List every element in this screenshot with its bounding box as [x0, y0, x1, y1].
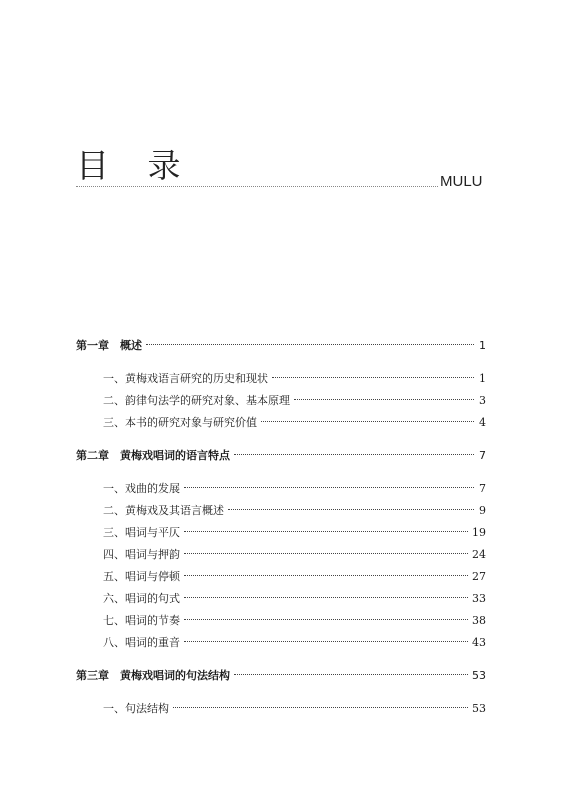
toc-chapter-2[interactable]: [76, 446, 486, 466]
toc-section[interactable]: [76, 369, 486, 389]
toc-label: 二、黄梅戏及其语言概述: [103, 504, 224, 517]
toc-page-number: 4: [479, 416, 486, 429]
page-title: 目 录: [76, 146, 195, 185]
toc-section[interactable]: [76, 413, 486, 433]
toc-page-number: 53: [472, 669, 486, 682]
toc-label: 一、戏曲的发展: [103, 482, 180, 495]
toc-chapter-3[interactable]: [76, 666, 486, 686]
toc-section[interactable]: [76, 699, 486, 719]
toc-leader: [261, 421, 474, 422]
toc-label: 三、唱词与平仄: [103, 526, 180, 539]
toc-leader: [184, 531, 468, 532]
toc-page-number: 19: [472, 526, 486, 539]
toc-label: 八、唱词的重音: [103, 636, 180, 649]
toc-leader: [184, 641, 468, 642]
toc-leader: [234, 454, 474, 455]
toc-label: 一、句法结构: [103, 702, 169, 715]
toc-page-number: 9: [479, 504, 486, 517]
toc-label: 二、韵律句法学的研究对象、基本原理: [103, 394, 290, 407]
toc-label: 第二章 黄梅戏唱词的语言特点: [76, 449, 230, 462]
toc-leader: [294, 399, 474, 400]
toc-page-number: 1: [479, 339, 486, 352]
toc-section[interactable]: [76, 391, 486, 411]
page-subtitle: MULU: [440, 173, 483, 190]
toc-leader: [228, 509, 474, 510]
toc-leader: [184, 553, 468, 554]
toc-label: 第一章 概述: [76, 339, 142, 352]
toc-section[interactable]: [76, 545, 486, 565]
toc-page-number: 7: [479, 449, 486, 462]
toc-label: 四、唱词与押韵: [103, 548, 180, 561]
toc-section[interactable]: [76, 523, 486, 543]
toc-label: 六、唱词的句式: [103, 592, 180, 605]
toc-leader: [184, 619, 468, 620]
toc-chapter-1[interactable]: [76, 336, 486, 356]
toc-label: 第三章 黄梅戏唱词的句法结构: [76, 669, 230, 682]
toc-leader: [146, 344, 474, 345]
toc-page-number: 24: [472, 548, 486, 561]
toc-leader: [184, 597, 468, 598]
toc-leader: [234, 674, 468, 675]
toc-label: 七、唱词的节奏: [103, 614, 180, 627]
toc-section[interactable]: [76, 589, 486, 609]
toc-label: 三、本书的研究对象与研究价值: [103, 416, 257, 429]
toc-page-number: 1: [479, 372, 486, 385]
toc-leader: [184, 487, 474, 488]
toc-page-number: 7: [479, 482, 486, 495]
toc-page-number: 3: [479, 394, 486, 407]
toc-leader: [184, 575, 468, 576]
toc-page-number: 38: [472, 614, 486, 627]
toc-section[interactable]: [76, 479, 486, 499]
toc-page-number: 43: [472, 636, 486, 649]
toc-section[interactable]: [76, 611, 486, 631]
toc-page-number: 33: [472, 592, 486, 605]
toc-section[interactable]: [76, 567, 486, 587]
title-divider: [76, 186, 438, 187]
toc-label: 一、黄梅戏语言研究的历史和现状: [103, 372, 268, 385]
toc-leader: [173, 707, 468, 708]
toc-section[interactable]: [76, 501, 486, 521]
toc-label: 五、唱词与停顿: [103, 570, 180, 583]
toc-section[interactable]: [76, 633, 486, 653]
toc-leader: [272, 377, 474, 378]
toc-page-number: 53: [472, 702, 486, 715]
toc-page-number: 27: [472, 570, 486, 583]
